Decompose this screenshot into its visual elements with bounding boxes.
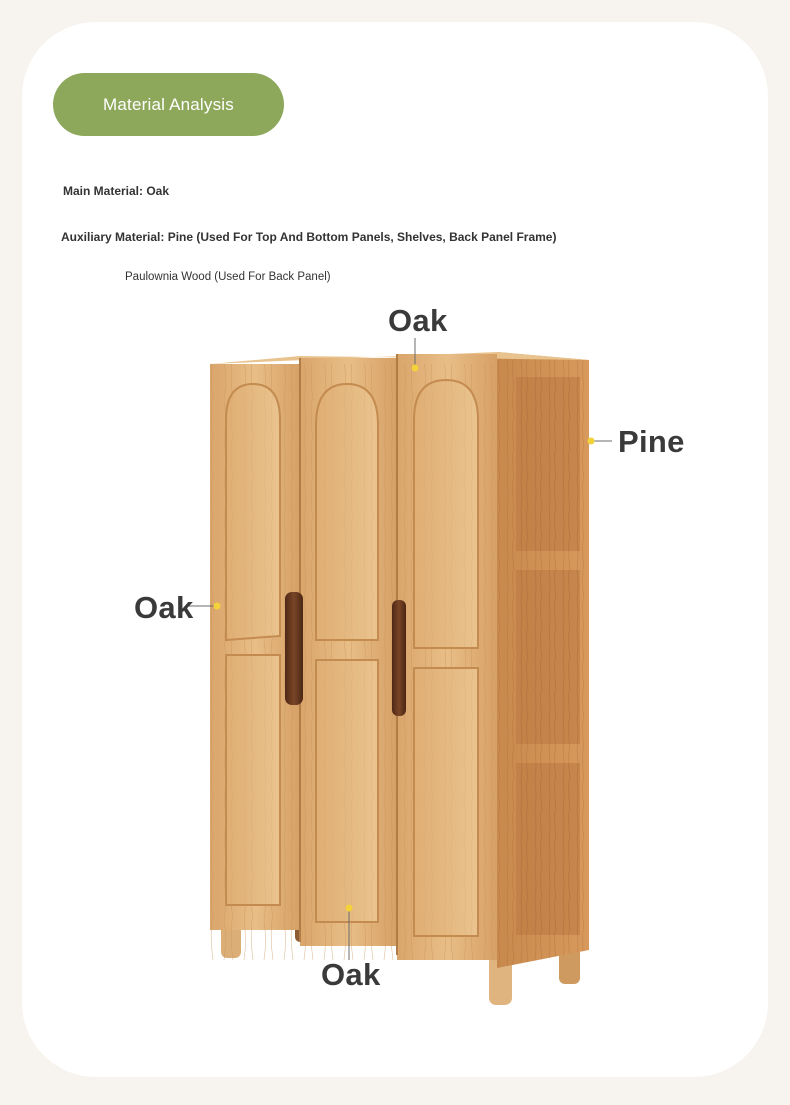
auxiliary-material-text: Auxiliary Material: Pine (Used For Top And Bottom Panels, Shelves, Back Panel Frame): [61, 230, 557, 244]
wardrobe-side-panel: [497, 352, 589, 968]
wardrobe-doors: [210, 354, 497, 960]
marker-dot-bottom: [346, 905, 353, 912]
callout-bottom-label: Oak: [321, 957, 381, 992]
callout-top-label: Oak: [388, 303, 448, 338]
section-badge-label: Material Analysis: [103, 94, 234, 114]
paulownia-text: Paulownia Wood (Used For Back Panel): [125, 271, 331, 283]
marker-dot-side: [588, 438, 595, 445]
callout-left-label: Oak: [134, 590, 194, 625]
marker-dot-top: [412, 365, 419, 372]
callout-side-label: Pine: [618, 424, 685, 459]
marker-dot-left: [214, 603, 221, 610]
main-material-text: Main Material: Oak: [63, 184, 170, 198]
